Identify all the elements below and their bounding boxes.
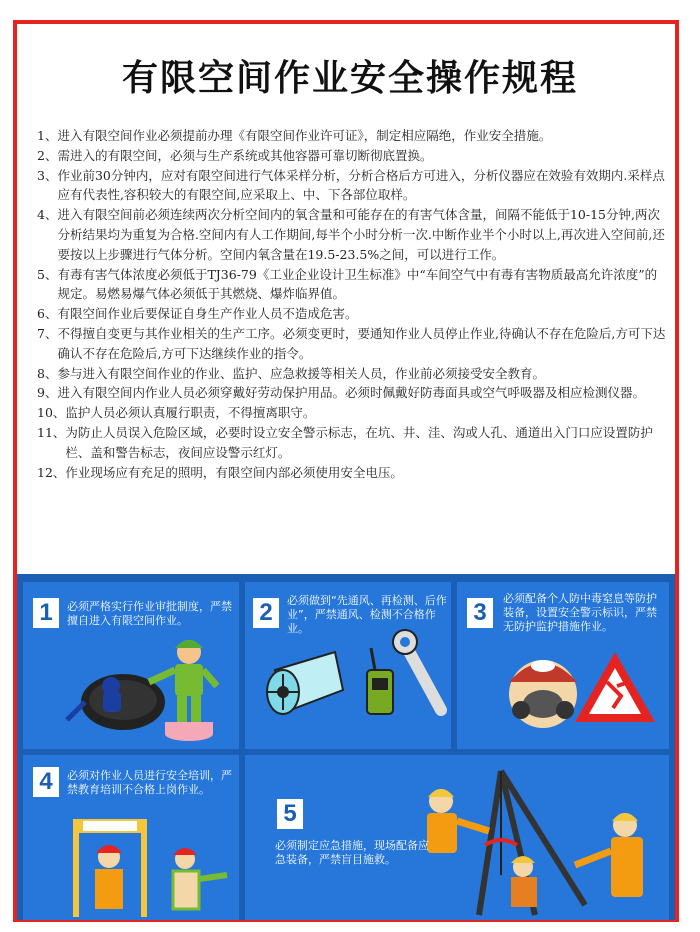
rule-number: 9、 — [37, 385, 58, 401]
panel-text: 必须做到“先通风、再检测、后作业”，严禁通风、检测不合格作业。 — [287, 594, 447, 635]
rule-number: 2、 — [37, 147, 58, 163]
rule-item — [37, 146, 667, 166]
rule-item — [37, 304, 667, 324]
panel-1 — [23, 582, 239, 749]
panel-3 — [457, 582, 669, 749]
panel-number: 2 — [253, 598, 279, 628]
rule-number: 3、 — [37, 167, 58, 183]
gas-mask-icon — [509, 660, 577, 728]
rule-item — [37, 265, 667, 305]
training-gate-icon — [73, 819, 147, 917]
rule-text: 需进入的有限空间，必须与生产系统或其他容器可靠切断彻底置换。 — [57, 147, 433, 163]
rule-text: 不得擅自变更与其作业相关的生产工序。必须变更时，要通知作业人员停止作业,待确认不存在危险后,方可下达确认不存在危险后,方可下达继续作业的指令。 — [57, 325, 666, 361]
rule-item — [37, 324, 667, 364]
rule-text: 为防止人员误入危险区域，必要时设立安全警示标志，在坑、井、洼、沟或人孔、通道出入门口应设置防护栏、盖和警告标志，夜间应设警示红灯。 — [65, 424, 653, 460]
rescuer-left-icon — [427, 789, 489, 853]
rules-list — [37, 126, 667, 482]
panel-number: 4 — [33, 767, 59, 797]
rule-number: 6、 — [37, 306, 58, 322]
rule-item — [37, 403, 667, 423]
panel-text: 必须严格实行作业审批制度，严禁擅自进入有限空间作业。 — [67, 600, 232, 627]
panel-text: 必须对作业人员进行安全培训，严禁教育培训不合格上岗作业。 — [67, 769, 232, 796]
panel-text: 必须配备个人防中毒窒息等防护装备，设置安全警示标识，严禁无防护监护措施作业。 — [503, 592, 657, 633]
rule-number: 11、 — [37, 424, 66, 440]
rule-text: 作业前30分钟内，应对有限空间进行气体采样分析，分析合格后方可进入，分析仪器应在效验有效期内.采样点应有代表性,容积较大的有限空间,应采取上、中、下各部位取样。 — [57, 167, 665, 203]
gas-detector-icon — [367, 648, 393, 714]
rule-text: 有毒有害气体浓度必须低于TJ36-79《工业企业设计卫生标准》中“车间空气中有毒有害物质最高允许浓度”的规定。易燃易爆气体必须低于其燃烧、爆炸临界值。 — [57, 266, 658, 302]
ventilation-fan-icon — [267, 652, 343, 714]
rule-item — [37, 423, 667, 463]
panel-5 — [245, 755, 669, 920]
rule-number: 1、 — [37, 128, 58, 143]
rule-item — [37, 364, 667, 384]
rule-item — [37, 463, 667, 483]
rule-number: 7、 — [37, 325, 58, 341]
panel-5-illustration — [245, 755, 669, 920]
rule-number: 10、 — [37, 405, 66, 421]
rule-number: 8、 — [37, 365, 58, 381]
panel-2 — [245, 582, 451, 749]
warning-sign-icon — [575, 652, 655, 722]
panel-number: 5 — [277, 799, 303, 829]
rule-number: 4、 — [37, 207, 58, 223]
panel-number: 3 — [467, 598, 493, 628]
rule-item — [37, 205, 667, 264]
rule-item — [37, 383, 667, 403]
page-title: 有限空间作业安全操作规程 — [121, 58, 578, 99]
panel-number: 1 — [33, 598, 59, 628]
panel-4 — [23, 755, 239, 920]
rule-text: 作业现场应有充足的照明，有限空间内部必须使用安全电压。 — [65, 464, 403, 480]
rule-text: 监护人员必须认真履行职责，不得擅离职守。 — [65, 405, 316, 421]
panel-text: 必须制定应急措施，现场配备应急装备，严禁盲目施救。 — [275, 839, 429, 866]
rescued-worker-icon — [511, 856, 537, 907]
rule-text: 参与进入有限空间作业的作业、监护、应急救援等相关人员，作业前必须接受安全教育。 — [57, 365, 545, 381]
rule-text: 有限空间作业后要保证自身生产作业人员不造成危害。 — [57, 306, 358, 322]
illustration-section — [17, 574, 675, 920]
rule-text: 进入有限空间内作业人员必须穿戴好劳动保护用品。必须时佩戴好防毒面具或空气呼吸器及相应检测仪器。 — [57, 385, 645, 401]
rule-item — [37, 166, 667, 206]
rule-number: 12、 — [37, 464, 66, 480]
rule-item — [37, 126, 667, 146]
rule-text: 进入有限空间作业必须提前办理《有限空间作业许可证》，制定相应隔绝，作业安全措施。 — [57, 128, 552, 143]
rule-number: 5、 — [37, 266, 58, 282]
rescuer-right-icon — [575, 813, 643, 897]
rule-text: 进入有限空间前必须连续两次分析空间内的氧含量和可能存在的有害气体含量，间隔不能低于10-15分钟,两次分析结果均为重复为合格.空间内有人工作期间,每半个小时分析一次.中断作业半个小时以上,再次进入空间前,还要按以上步骤进行气体分析。空间内氧含量在19.5-23.5%之间，可以进行工作。 — [57, 207, 665, 262]
wrench-icon — [393, 630, 441, 710]
instructor-icon — [173, 848, 227, 909]
